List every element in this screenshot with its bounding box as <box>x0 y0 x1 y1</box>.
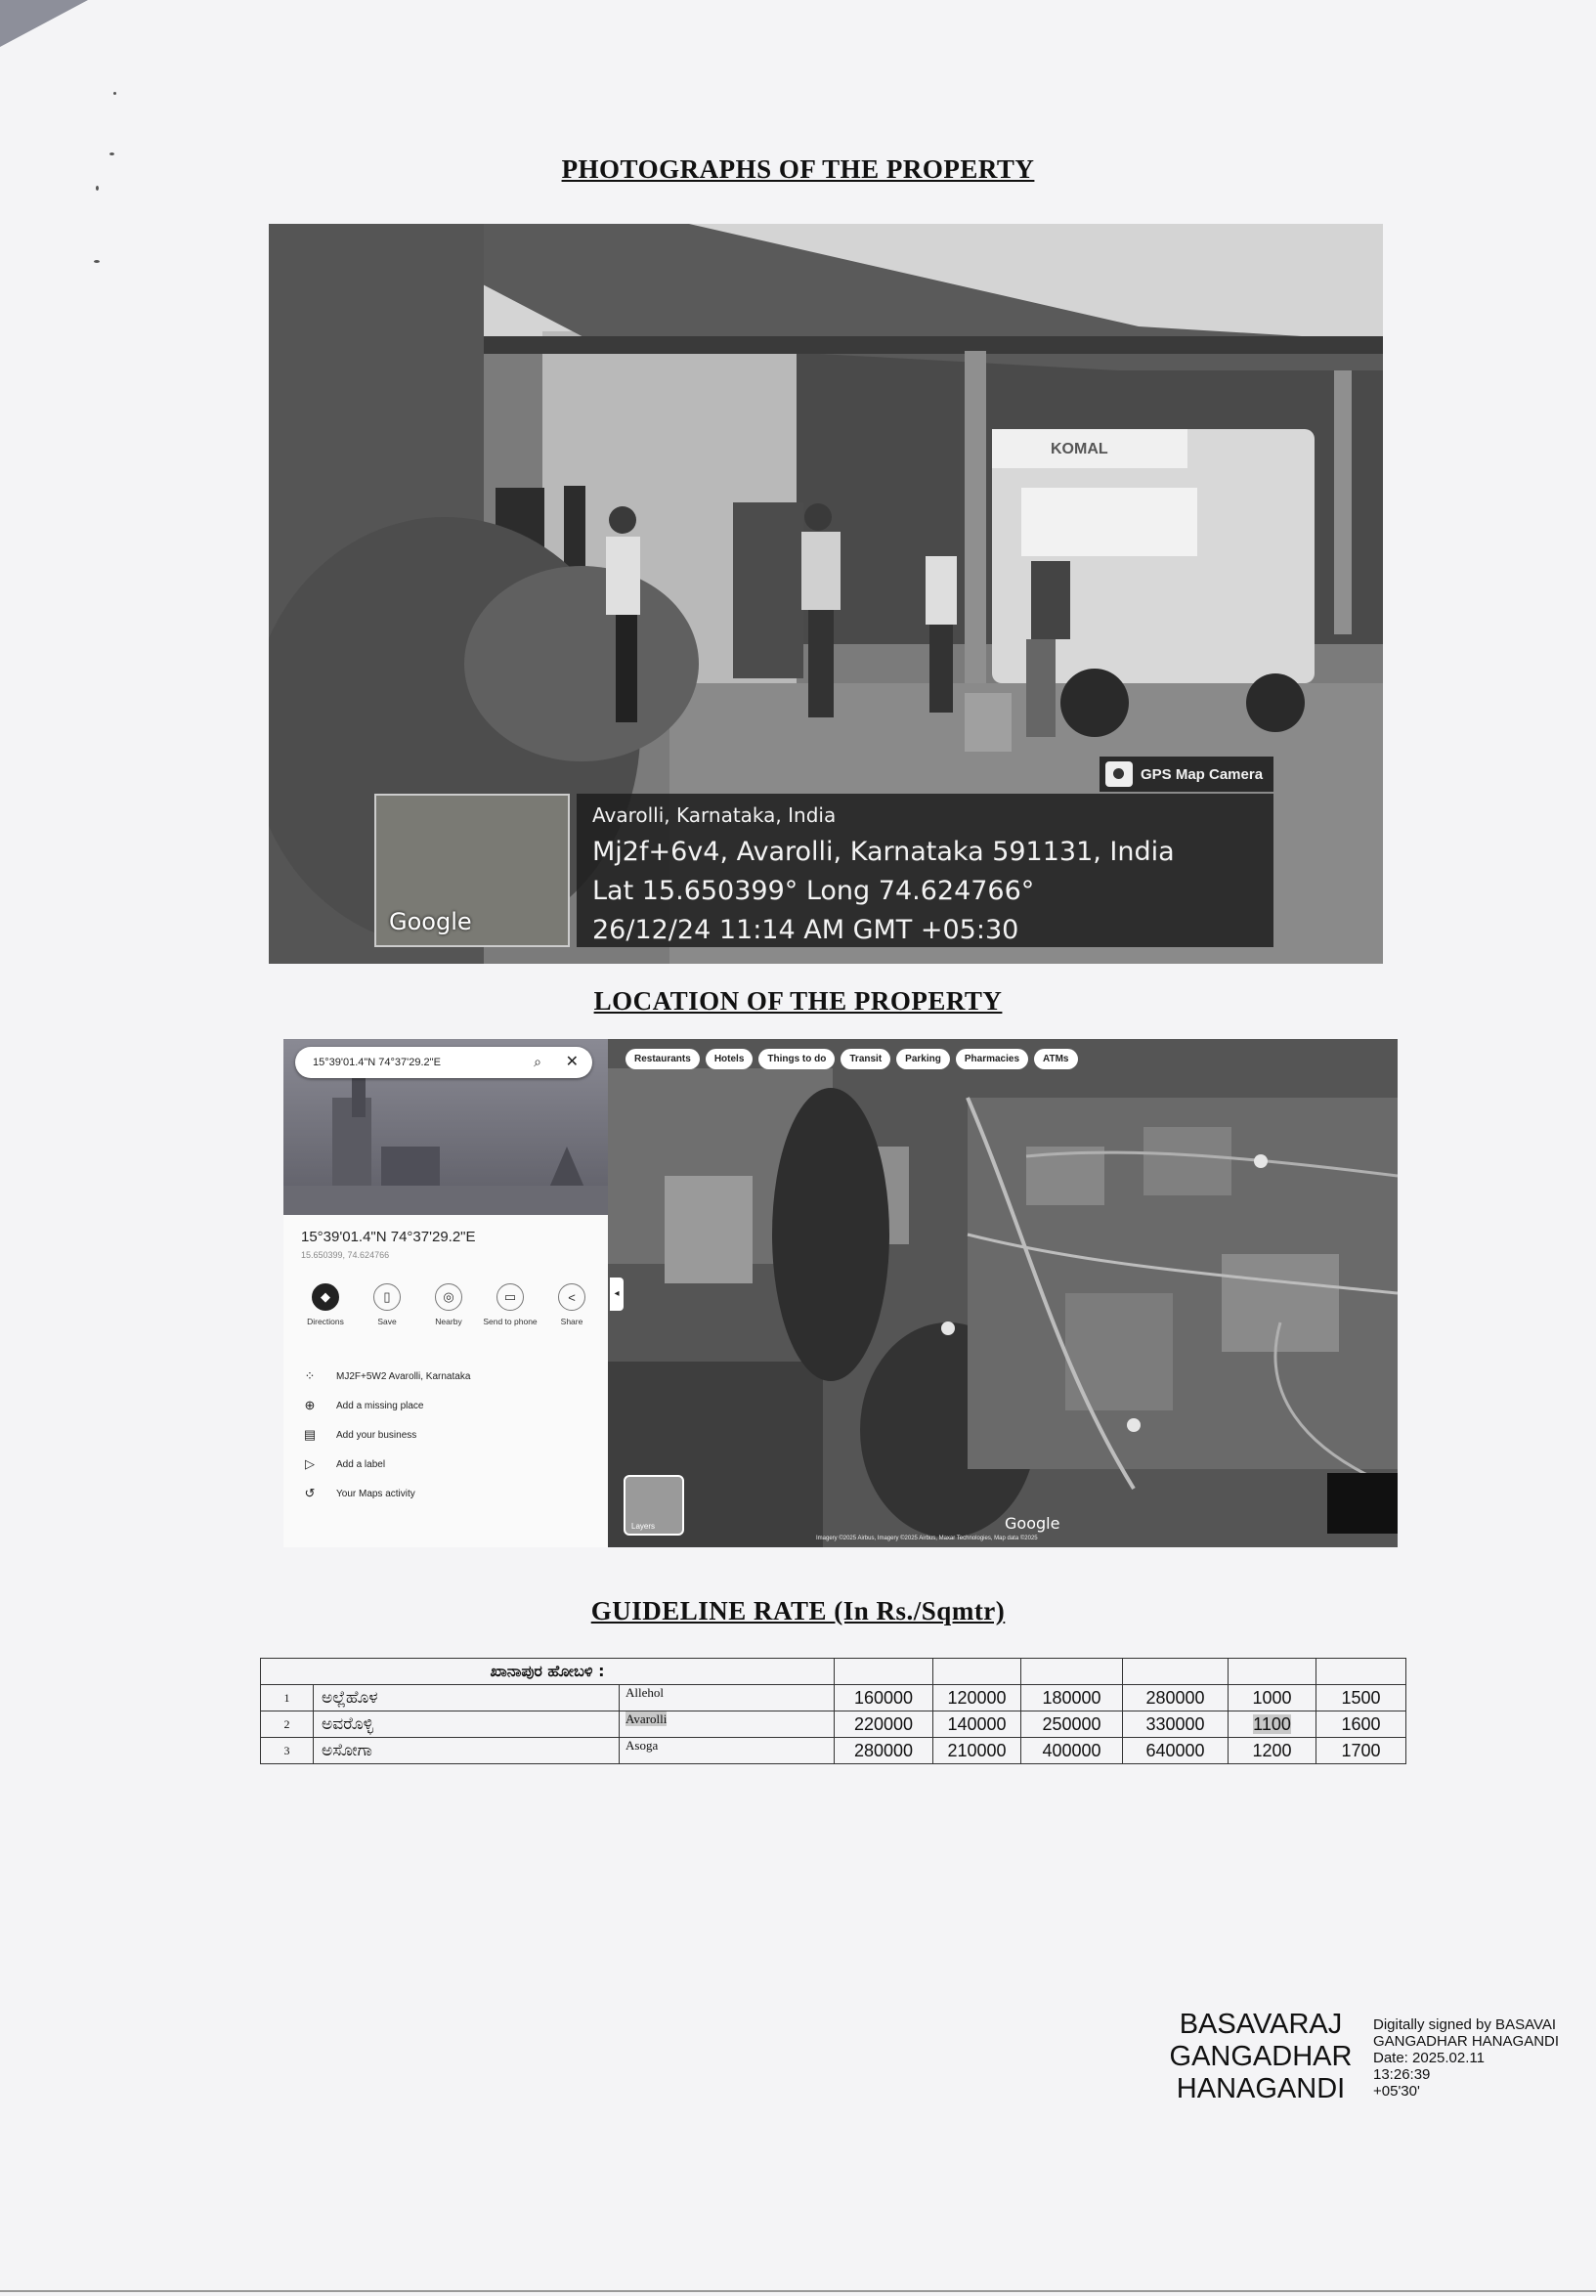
collapse-panel-button[interactable]: ◂ <box>610 1278 624 1311</box>
rate-cell: 120000 <box>933 1685 1021 1711</box>
signature-line: GANGADHAR HANAGANDI <box>1373 2033 1560 2050</box>
history-icon: ↺ <box>304 1486 316 1500</box>
signature-line: Digitally signed by BASAVAI <box>1373 2016 1557 2033</box>
rate-cell: 1500 <box>1316 1685 1406 1711</box>
place-details-list <box>301 1362 594 1508</box>
location-heading: LOCATION OF THE PROPERTY <box>593 986 1003 1016</box>
village-kannada: ಅವರೊಳ್ಳಿ <box>314 1711 620 1738</box>
rate-heading: GUIDELINE RATE (In Rs./Sqmtr) <box>590 1596 1006 1625</box>
signature-line: Date: 2025.02.11 <box>1373 2050 1485 2066</box>
signature-line: 13:26:39 <box>1373 2066 1431 2083</box>
add-place-icon: ⊕ <box>304 1398 316 1412</box>
add-label-text: Add a label <box>336 1458 386 1470</box>
close-icon[interactable]: ✕ <box>565 1054 579 1070</box>
share-icon: < <box>558 1283 585 1311</box>
place-actions <box>297 1283 600 1326</box>
send-to-phone-button[interactable] <box>482 1283 539 1326</box>
add-label-item[interactable] <box>301 1450 594 1479</box>
directions-icon: ◆ <box>312 1283 339 1311</box>
add-missing-place-item[interactable] <box>301 1391 594 1420</box>
rate-cell: 250000 <box>1021 1711 1123 1738</box>
scan-corner-fold <box>0 0 88 47</box>
rate-cell: 400000 <box>1021 1738 1123 1764</box>
send-to-phone-label: Send to phone <box>483 1317 538 1326</box>
property-photo <box>269 224 1383 964</box>
gps-latlong: Lat 15.650399° Long 74.624766° <box>592 876 1035 906</box>
table-row <box>261 1711 1406 1738</box>
add-business-text: Add your business <box>336 1429 417 1441</box>
street-view-control[interactable] <box>1327 1473 1398 1534</box>
chip-transit[interactable]: Transit <box>841 1049 890 1069</box>
photo-heading: PHOTOGRAPHS OF THE PROPERTY <box>561 154 1035 184</box>
store-icon: ▤ <box>303 1427 317 1442</box>
table-row <box>261 1738 1406 1764</box>
plus-code-item[interactable] <box>301 1362 594 1391</box>
place-title: 15°39'01.4"N 74°37'29.2"E <box>301 1229 476 1245</box>
maps-activity-text: Your Maps activity <box>336 1488 415 1499</box>
layers-label: Layers <box>631 1522 656 1531</box>
rate-cell: 280000 <box>835 1738 933 1764</box>
gps-datetime: 26/12/24 11:14 AM GMT +05:30 <box>592 915 1019 945</box>
bookmark-icon: ▯ <box>373 1283 401 1311</box>
nearby-button[interactable] <box>420 1283 477 1326</box>
save-button[interactable] <box>359 1283 415 1326</box>
chip-atms[interactable]: ATMs <box>1034 1049 1077 1069</box>
map-google-logo: Google <box>1005 1514 1060 1533</box>
village-english: Allehol <box>620 1685 835 1711</box>
search-box[interactable] <box>295 1047 592 1078</box>
map-attribution: Imagery ©2025 Airbus, Imagery ©2025 Airbus, Maxar Technologies, Map data ©2025 <box>816 1536 1038 1541</box>
guideline-rate-table <box>260 1658 1406 1764</box>
chip-hotels[interactable]: Hotels <box>706 1049 754 1069</box>
hobli-header: ಖಾನಾಪುರ ಹೋಬಳಿ : <box>261 1659 835 1685</box>
rate-cell: 280000 <box>1123 1685 1229 1711</box>
rate-cell: 1600 <box>1316 1711 1406 1738</box>
signer-name-line: GANGADHAR <box>1169 2041 1353 2072</box>
phone-icon: ▭ <box>496 1283 524 1311</box>
layers-button[interactable] <box>624 1475 684 1536</box>
rate-cell: 1700 <box>1316 1738 1406 1764</box>
save-label: Save <box>377 1317 397 1326</box>
table-row <box>261 1685 1406 1711</box>
search-icon[interactable]: ⌕ <box>534 1054 541 1069</box>
add-missing-place-text: Add a missing place <box>336 1400 424 1411</box>
rate-cell: 220000 <box>835 1711 933 1738</box>
chip-pharmacies[interactable]: Pharmacies <box>956 1049 1028 1069</box>
rate-cell: 640000 <box>1123 1738 1229 1764</box>
rate-cell: 1000 <box>1229 1685 1316 1711</box>
village-english <box>620 1711 835 1738</box>
add-business-item[interactable] <box>301 1420 594 1450</box>
directions-button[interactable] <box>297 1283 354 1326</box>
chip-things-to-do[interactable]: Things to do <box>758 1049 835 1069</box>
scan-bottom-edge <box>0 2290 1596 2292</box>
plus-code-icon: ⁘ <box>304 1368 316 1383</box>
nearby-icon: ◎ <box>435 1283 462 1311</box>
search-input[interactable]: 15°39'01.4"N 74°37'29.2"E <box>313 1057 441 1068</box>
row-number: 1 <box>261 1685 314 1711</box>
table-header-row <box>261 1659 1406 1685</box>
camera-icon <box>1105 761 1133 787</box>
village-kannada: ಅಲ್ಲೆಹೊಳ <box>314 1685 620 1711</box>
photo-google-watermark: Google <box>389 908 472 935</box>
gps-info-box <box>577 794 1273 947</box>
plus-code-text: MJ2F+5W2 Avarolli, Karnataka <box>336 1370 471 1382</box>
nearby-label: Nearby <box>435 1317 462 1326</box>
rate-cell <box>1229 1711 1316 1738</box>
signature-line: +05'30' <box>1373 2083 1420 2100</box>
truck-brand: KOMAL <box>1051 441 1108 457</box>
row-number: 2 <box>261 1711 314 1738</box>
gps-address: Mj2f+6v4, Avarolli, Karnataka 591131, India <box>592 837 1175 867</box>
place-panel <box>283 1039 620 1547</box>
directions-label: Directions <box>307 1317 344 1326</box>
chip-parking[interactable]: Parking <box>896 1049 950 1069</box>
gps-place: Avarolli, Karnataka, India <box>592 803 837 827</box>
rate-cell: 160000 <box>835 1685 933 1711</box>
chip-restaurants[interactable]: Restaurants <box>625 1049 700 1069</box>
rate-cell: 180000 <box>1021 1685 1123 1711</box>
village-english: Asoga <box>620 1738 835 1764</box>
share-button[interactable] <box>543 1283 600 1326</box>
signer-name <box>1153 2009 1368 2105</box>
rate-cell: 1200 <box>1229 1738 1316 1764</box>
village-english-highlight: Avarolli <box>625 1711 668 1726</box>
signer-name-line: HANAGANDI <box>1176 2073 1346 2104</box>
rate-cell: 330000 <box>1123 1711 1229 1738</box>
gps-map-camera-badge <box>1100 757 1273 792</box>
signer-name-line: BASAVARAJ <box>1179 2009 1343 2040</box>
row-number: 3 <box>261 1738 314 1764</box>
map-screenshot <box>283 1039 1398 1547</box>
place-decimal-coords: 15.650399, 74.624766 <box>301 1250 390 1260</box>
rate-cell-highlight: 1100 <box>1253 1713 1291 1734</box>
maps-activity-item[interactable] <box>301 1479 594 1508</box>
map-category-chips <box>625 1049 1078 1069</box>
gps-badge-label: GPS Map Camera <box>1141 765 1264 783</box>
digital-signature-details <box>1373 2016 1578 2100</box>
rate-cell: 210000 <box>933 1738 1021 1764</box>
village-kannada: ಅಸೋಗಾ <box>314 1738 620 1764</box>
share-label: Share <box>560 1317 583 1326</box>
label-icon: ▷ <box>305 1456 315 1471</box>
rate-cell: 140000 <box>933 1711 1021 1738</box>
